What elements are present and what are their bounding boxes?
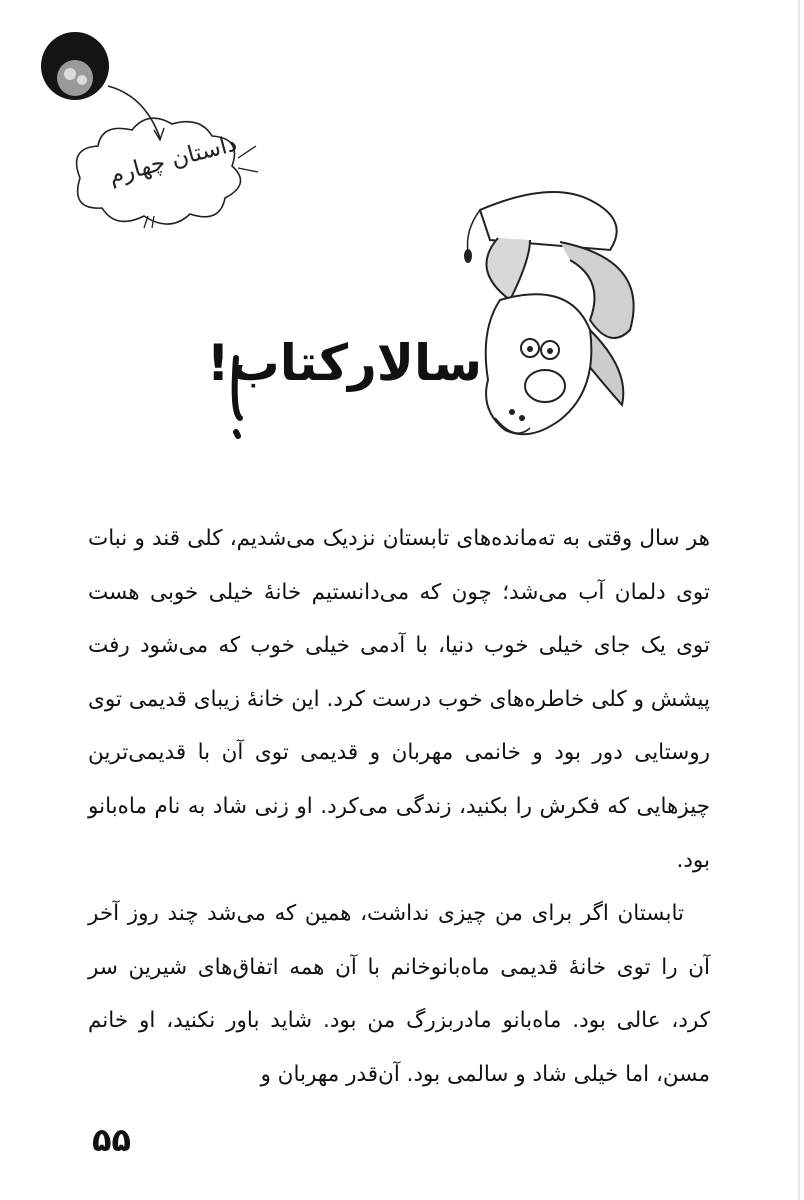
body-text xyxy=(88,512,710,1102)
page-edge-divider xyxy=(798,0,800,1200)
page-number: ۵۵ xyxy=(92,1121,132,1159)
paragraph: هر سال وقتی به ته‌مانده‌های تابستان نزدیک می‌شدیم، کلی قند و نبات توی دلمان آب می‌شد؛ چون که می‌دانستیم خانهٔ خیلی خوبی هست توی یک جای خیلی خوب دنیا، با آدمی خیلی خوب که می‌شود رفت پیشش و کلی خاطره‌های خوب درست کرد. این خانهٔ زیبای قدیمی توی روستایی دور بود و خانمی مهربان و قدیمی توی آن با قدیمی‌ترین چیزهایی که فکرش را بکنید، زندگی می‌کرد. او زنی شاد به نام ماه‌بانو بود. xyxy=(88,526,710,873)
chapter-title: سالارکتاب! xyxy=(206,334,482,392)
chapter-label: داستان چهارم xyxy=(106,130,240,190)
paragraph: تابستان اگر برای من چیزی نداشت، همین که می‌شد چند روز آخر آن را توی خانهٔ قدیمی ماه‌بانوخانم با آن همه اتفاق‌های شیرین سر کرد، عالی بود. ماه‌بانو مادربزرگ من بود. شاید باور نکنید، او خانم مسن، اما خیلی شاد و سالمی بود. آن‌قدر مهربان و xyxy=(88,901,710,1087)
